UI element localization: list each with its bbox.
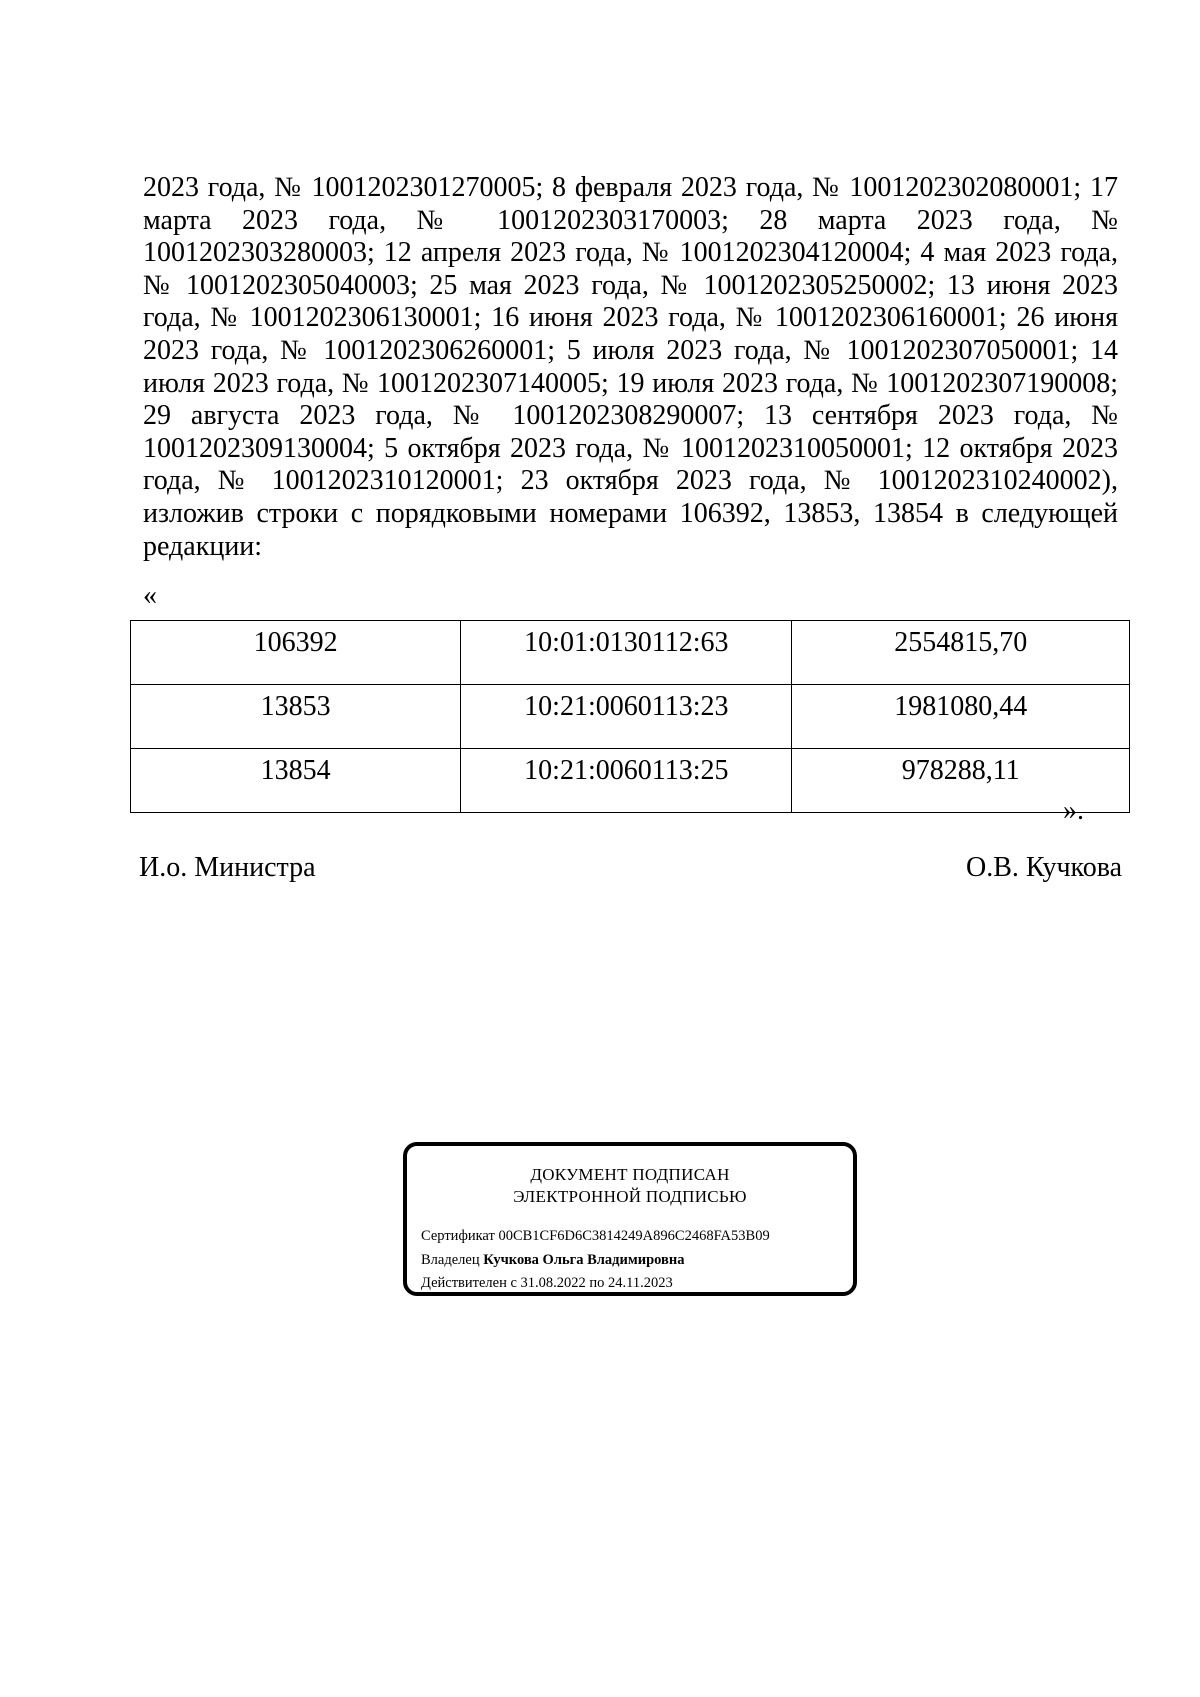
stamp-owner xyxy=(421,1252,684,1269)
table-cell-cadastral-number: 10:01:0130112:63 xyxy=(461,621,792,685)
table-cell-value: 2554815,70 xyxy=(792,621,1130,685)
table-row xyxy=(131,749,1130,813)
stamp-validity: Действителен с 31.08.2022 по 24.11.2023 xyxy=(421,1275,673,1291)
owner-value: Кучкова Ольга Владимировна xyxy=(483,1252,685,1268)
table-row xyxy=(131,621,1130,685)
table-cell-value: 978288,11 xyxy=(792,749,1130,813)
table-cell-cadastral-number: 10:21:0060113:25 xyxy=(461,749,792,813)
electronic-signature-stamp xyxy=(403,1142,857,1296)
signatory-name: О.В. Кучкова xyxy=(965,852,1122,883)
table-cell-value: 1981080,44 xyxy=(792,685,1130,749)
stamp-certificate xyxy=(421,1228,770,1245)
table-cell-row-number: 13854 xyxy=(131,749,461,813)
stamp-title-line-2: ЭЛЕКТРОННОЙ ПОДПИСЬЮ xyxy=(513,1187,747,1206)
signatory-position: И.о. Министра xyxy=(139,852,316,883)
stamp-title-line-1: ДОКУМЕНТ ПОДПИСАН xyxy=(530,1165,730,1184)
stamp-title xyxy=(407,1164,853,1208)
body-paragraph: 2023 года, № 1001202301270005; 8 февраля 2023 года, № 1001202302080001; 17 марта 2023 года, № 1001202303170003; 28 марта 2023 года, № 1001202303280003; 12 апреля 2023 года, № 1001202304120004; 4 мая 2023 года, № 1001202305040003; 25 мая 2023 года, № 1001202305250002; 13 июня 2023 года, № 1001202306130001; 16 июня 2023 года, № 1001202306160001; 26 июня 2023 года, № 1001202306260001; 5 июля 2023 года, № 1001202307050001; 14 июля 2023 года, № 1001202307140005; 19 июля 2023 года, № 1001202307190008; 29 августа 2023 года, № 1001202308290007; 13 сентября 2023 года, № 1001202309130004; 5 октября 2023 года, № 1001202310050001; 12 октября 2023 года, № 1001202310120001; 23 октября 2023 года, № 1001202310240002), изложив строки с порядковыми номерами 106392, 13853, 13854 в следующей редакции: xyxy=(143,172,1118,562)
table-cell-cadastral-number: 10:21:0060113:23 xyxy=(461,685,792,749)
opening-quote: « xyxy=(143,580,157,611)
closing-quote: ». xyxy=(1063,795,1084,826)
certificate-value: 00CB1CF6D6C3814249A896C2468FA53B09 xyxy=(498,1228,770,1244)
certificate-label: Сертификат xyxy=(421,1228,495,1244)
table-cell-row-number: 106392 xyxy=(131,621,461,685)
owner-label: Владелец xyxy=(421,1252,480,1268)
table-cell-row-number: 13853 xyxy=(131,685,461,749)
amendment-table xyxy=(130,620,1130,813)
table-row xyxy=(131,685,1130,749)
